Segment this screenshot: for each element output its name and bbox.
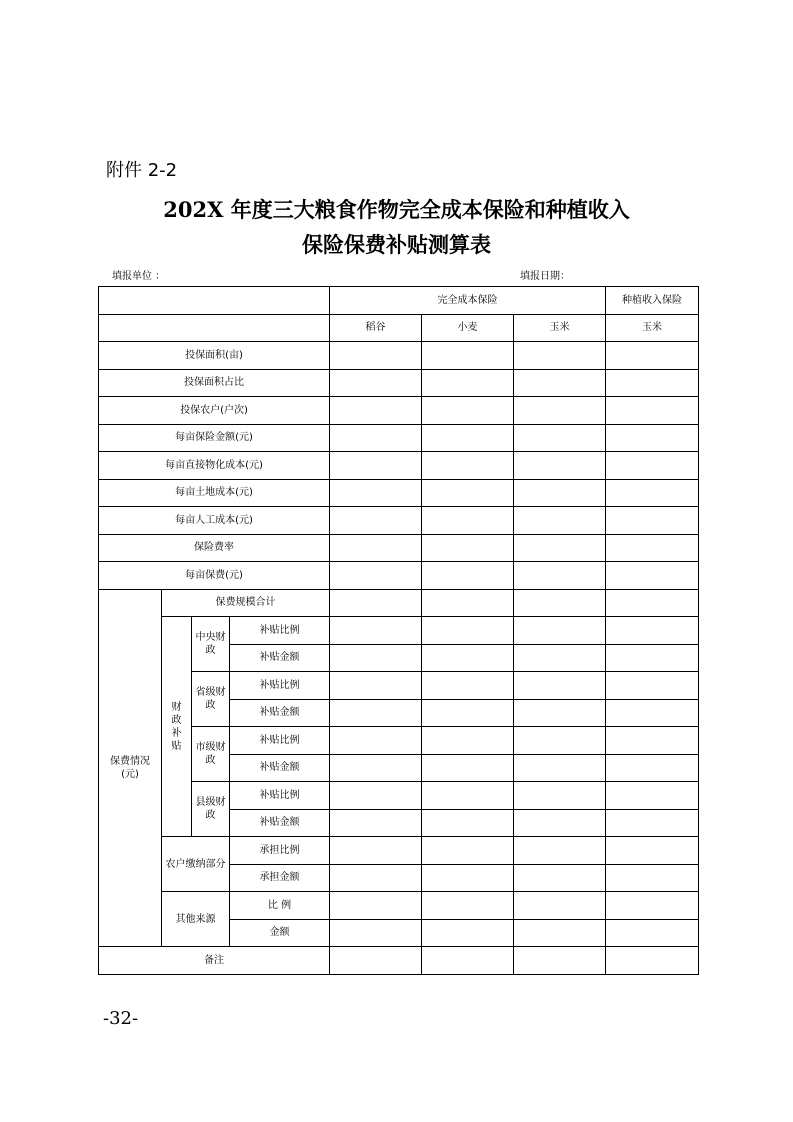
table-row [99,589,699,617]
fiscal-subsidy-label: 财 政 补 贴 [162,617,192,837]
row-label: 每亩保险金额(元) [99,424,330,452]
header-full-cost: 完全成本保险 [330,287,606,315]
subsidy-amount-label: 补贴金额 [230,699,330,727]
attachment-label: 附件 2-2 [106,160,178,181]
other-source-label: 其他来源 [162,892,230,947]
subsidy-amount-label: 补贴金额 [230,754,330,782]
table-row [99,507,699,535]
bear-amount-label: 承担金额 [230,864,330,892]
premium-group-label: 保费情况 (元) [99,589,162,947]
county-fiscal-label: 县级财政 [192,782,230,837]
header-planting-income: 种植收入保险 [606,287,699,315]
remark-label: 备注 [99,947,330,975]
table-row [99,424,699,452]
central-fiscal-label: 中央财政 [192,617,230,672]
header-row-2 [99,314,699,342]
row-label: 投保面积占比 [99,369,330,397]
fill-unit-label: 填报单位 ： [112,271,166,282]
header-corn-income: 玉米 [606,314,699,342]
table-row [99,892,699,920]
subsidy-amount-label: 补贴金额 [230,644,330,672]
amount-label: 金额 [230,919,330,947]
subsidy-calculation-table [98,286,699,975]
header-corner-bottom [99,314,330,342]
page-number: -32- [103,1008,139,1029]
subsidy-ratio-label: 补贴比例 [230,617,330,645]
row-label: 每亩直接物化成本(元) [99,452,330,480]
table-row [99,617,699,645]
city-fiscal-label: 市级财政 [192,727,230,782]
table-row [99,342,699,370]
subsidy-ratio-label: 补贴比例 [230,727,330,755]
header-row-1 [99,287,699,315]
row-label: 每亩人工成本(元) [99,507,330,535]
table-row [99,369,699,397]
farmer-payment-label: 农户缴纳部分 [162,837,230,892]
document-title-line2: 保险保费补贴测算表 [302,232,491,257]
fill-date-label: 填报日期： [520,271,570,282]
ratio-label: 比 例 [230,892,330,920]
subsidy-ratio-label: 补贴比例 [230,672,330,700]
row-label: 保险费率 [99,534,330,562]
row-label: 每亩保费(元) [99,562,330,590]
header-wheat: 小麦 [422,314,514,342]
header-corn: 玉米 [514,314,606,342]
province-fiscal-label: 省级财政 [192,672,230,727]
table-row [99,562,699,590]
table-row [99,947,699,975]
table-row [99,479,699,507]
table-row [99,534,699,562]
bear-ratio-label: 承担比例 [230,837,330,865]
subsidy-ratio-label: 补贴比例 [230,782,330,810]
row-label: 每亩土地成本(元) [99,479,330,507]
row-label: 投保农户(户次) [99,397,330,425]
subsidy-amount-label: 补贴金额 [230,809,330,837]
row-label: 投保面积(亩) [99,342,330,370]
table-row [99,397,699,425]
premium-total-label: 保费规模合计 [162,589,330,617]
table-row [99,837,699,865]
header-rice: 稻谷 [330,314,422,342]
header-corner-top [99,287,330,315]
document-title-line1: 202X 年度三大粮食作物完全成本保险和种植收入 [163,197,630,222]
table-row [99,452,699,480]
